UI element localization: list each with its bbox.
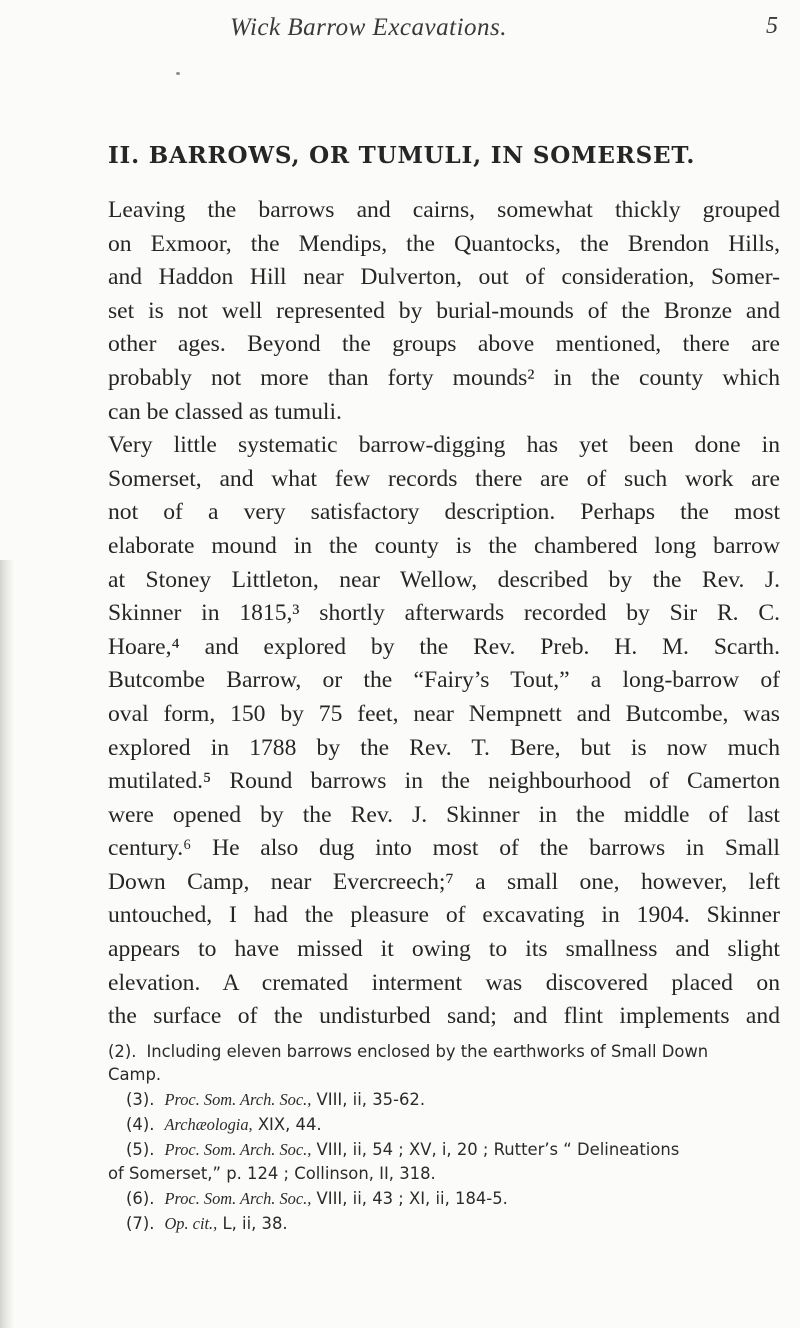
footnote-5 bbox=[108, 1138, 780, 1185]
page-number: 5 bbox=[766, 13, 778, 39]
text-line: probably not more than forty mounds² in the county which bbox=[108, 364, 780, 391]
text-line: Leaving the barrows and cairns, somewhat thickly grouped bbox=[108, 197, 780, 223]
text-line: can be classed as tumuli. bbox=[108, 398, 342, 425]
running-head bbox=[120, 14, 780, 54]
text-line: elevation. A cremated interment was discovered placed on bbox=[108, 969, 780, 996]
text-line: not of a very satisfactory description. Perhaps the most bbox=[108, 499, 780, 526]
footnote-line bbox=[108, 1187, 780, 1210]
footnote-mark: (3). bbox=[126, 1090, 155, 1110]
footnote-line bbox=[108, 1113, 780, 1136]
text-line: set is not well represented by burial-mounds of the Bronze and bbox=[108, 297, 780, 324]
text-line: elaborate mound in the county is the chambered long barrow bbox=[108, 532, 780, 559]
footnote-line bbox=[108, 1212, 780, 1235]
text-line: were opened by the Rev. J. Skinner in the middle of last bbox=[108, 801, 780, 828]
text-line: Very little systematic barrow-digging has yet been done in bbox=[108, 432, 780, 459]
footnote-mark: (7). bbox=[126, 1213, 155, 1233]
footnote-mark: (4). bbox=[126, 1115, 155, 1135]
footnote-source: Proc. Som. Arch. Soc., bbox=[164, 1188, 312, 1208]
footnote-mark: (6). bbox=[126, 1188, 155, 1208]
text-line: Down Camp, near Evercreech;⁷ a small one, however, left bbox=[108, 868, 780, 895]
footnote-3 bbox=[108, 1088, 780, 1111]
paragraph-1 bbox=[108, 194, 780, 429]
footnotes bbox=[108, 1040, 780, 1237]
text-line: and Haddon Hill near Dulverton, out of consideration, Somer- bbox=[108, 264, 780, 291]
footnote-source: Archæologia, bbox=[164, 1115, 253, 1135]
footnote-6 bbox=[108, 1187, 780, 1210]
text-line: on Exmoor, the Mendips, the Quantocks, the Brendon Hills, bbox=[108, 230, 780, 257]
section-heading: II. BARROWS, OR TUMULI, IN SOMERSET. bbox=[108, 142, 696, 169]
footnote-4 bbox=[108, 1113, 780, 1136]
text-line: oval form, 150 by 75 feet, near Nempnett and Butcombe, was bbox=[108, 700, 780, 727]
footnote-text: VIII, ii, 43 ; XI, ii, 184-5. bbox=[311, 1188, 508, 1208]
text-line: untouched, I had the pleasure of excavating in 1904. Skinner bbox=[108, 902, 780, 929]
running-title: Wick Barrow Excavations. bbox=[230, 14, 507, 41]
text-line: explored in 1788 by the Rev. T. Bere, but is now much bbox=[108, 734, 780, 761]
footnote-text: Including eleven barrows enclosed by the earthworks of Small Down bbox=[146, 1042, 709, 1061]
text-line: other ages. Beyond the groups above mentioned, there are bbox=[108, 331, 780, 358]
text-line: appears to have missed it owing to its smallness and slight bbox=[108, 936, 780, 963]
footnote-source: Proc. Som. Arch. Soc., bbox=[164, 1090, 312, 1110]
ink-speck bbox=[176, 72, 180, 75]
page-gutter-shadow bbox=[0, 560, 14, 1328]
text-line: the surface of the undisturbed sand; and flint implements and bbox=[108, 1003, 780, 1030]
text-line: mutilated.⁵ Round barrows in the neighbourhood of Camerton bbox=[108, 768, 780, 795]
footnote-source: Op. cit., bbox=[164, 1213, 218, 1233]
body-text bbox=[108, 194, 780, 1034]
text-line: century.⁶ He also dug into most of the barrows in Small bbox=[108, 835, 780, 862]
footnote-line bbox=[108, 1040, 780, 1063]
footnote-text: VIII, ii, 35-62. bbox=[311, 1090, 426, 1110]
footnote-continuation: of Somerset,” p. 124 ; Collinson, II, 318. bbox=[108, 1163, 436, 1183]
footnote-text: L, ii, 38. bbox=[217, 1213, 288, 1233]
text-line: Butcombe Barrow, or the “Fairy’s Tout,” a long-barrow of bbox=[108, 667, 780, 694]
text-line: at Stoney Littleton, near Wellow, described by the Rev. J. bbox=[108, 566, 780, 593]
footnote-mark: (5). bbox=[126, 1140, 155, 1160]
text-line: Somerset, and what few records there are of such work are bbox=[108, 465, 780, 492]
footnote-line bbox=[108, 1088, 780, 1111]
footnote-source: Proc. Som. Arch. Soc., bbox=[164, 1140, 312, 1160]
footnote-2 bbox=[108, 1040, 780, 1087]
footnote-text: XIX, 44. bbox=[252, 1115, 322, 1135]
footnote-7 bbox=[108, 1212, 780, 1235]
footnote-line bbox=[108, 1138, 780, 1161]
footnote-mark: (2). bbox=[108, 1042, 137, 1061]
text-line: Hoare,⁴ and explored by the Rev. Preb. H. M. Scarth. bbox=[108, 633, 780, 660]
footnote-text: VIII, ii, 54 ; XV, i, 20 ; Rutter’s “ Delineations bbox=[311, 1140, 680, 1160]
footnote-continuation: Camp. bbox=[108, 1065, 162, 1085]
paragraph-2 bbox=[108, 429, 780, 1034]
text-line: Skinner in 1815,³ shortly afterwards recorded by Sir R. C. bbox=[108, 600, 780, 627]
